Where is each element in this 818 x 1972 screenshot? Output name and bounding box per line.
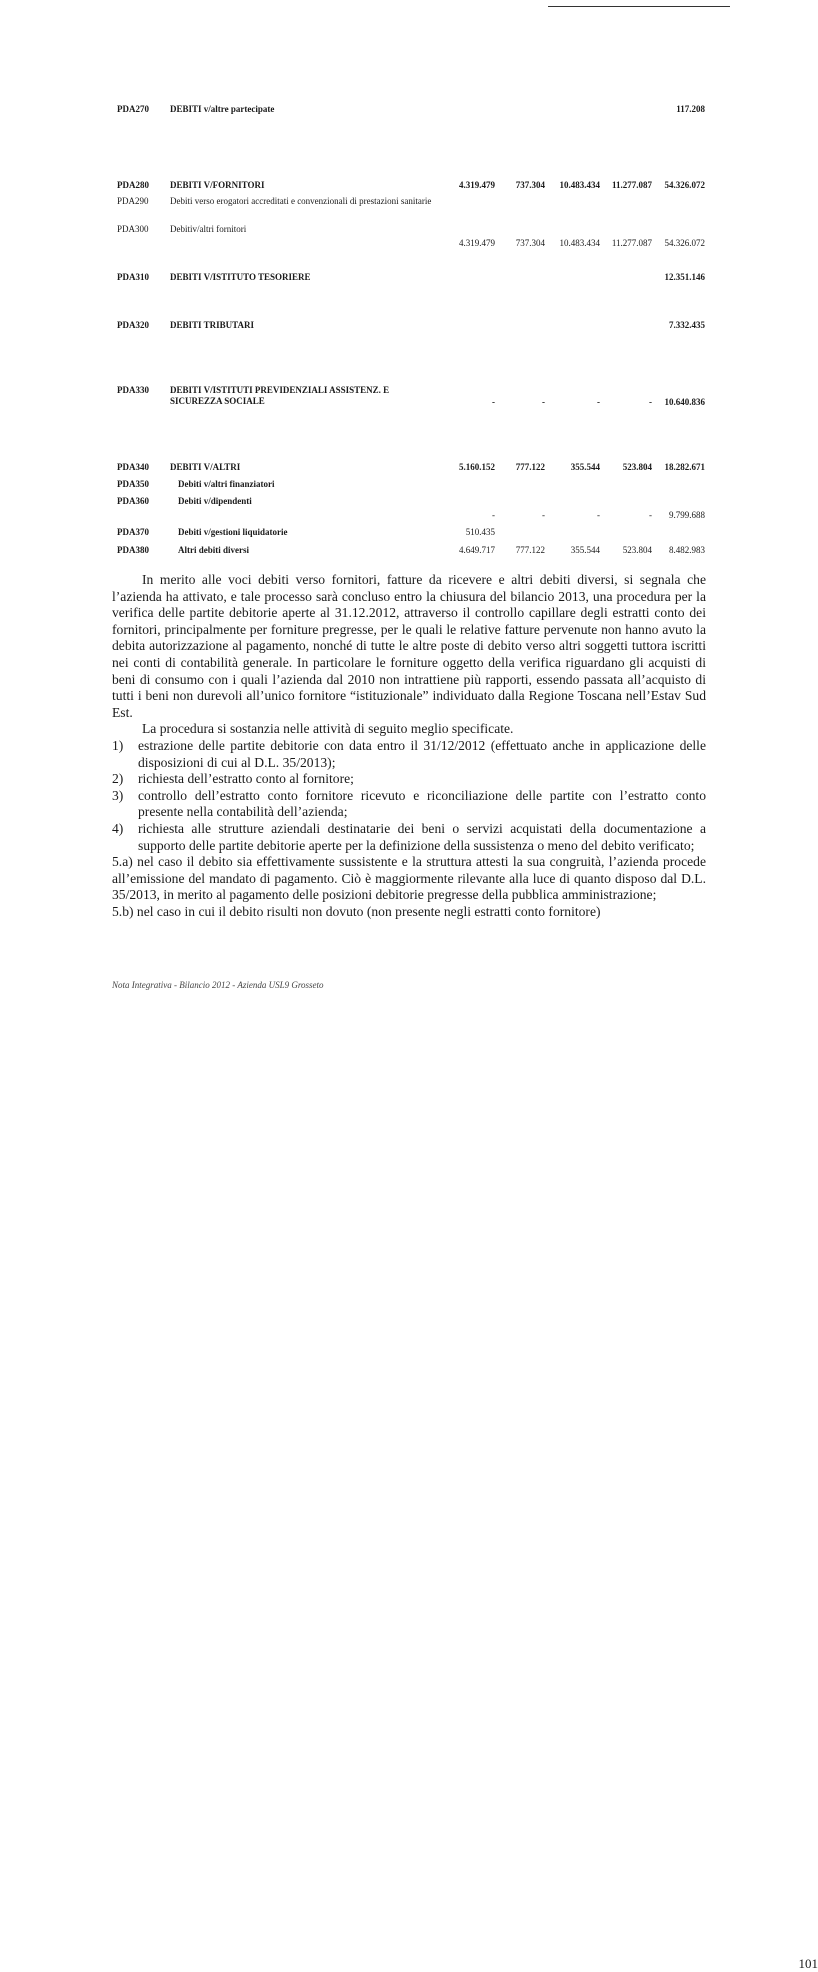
list-number: 3)	[112, 787, 124, 803]
row-value: 7.332.435	[669, 320, 705, 330]
row-value: 777.122	[515, 545, 545, 555]
page-number: 101	[798, 1956, 818, 1971]
row-code: PDA370	[117, 527, 149, 537]
row-value: 5.160.152	[459, 462, 495, 472]
list-text: richiesta dell’estratto conto al fornitore;	[138, 771, 354, 787]
row-code: PDA320	[117, 320, 149, 330]
row-value: 18.282.671	[664, 462, 705, 472]
row-label: Debiti v/dipendenti	[178, 496, 252, 506]
list-number: 2)	[112, 771, 124, 787]
row-code: PDA300	[117, 224, 149, 234]
row-value: 10.640.836	[664, 397, 705, 407]
row-code: PDA350	[117, 479, 149, 489]
list-text: controllo dell’estratto conto fornitore ricevuto e riconciliazione delle partite con l’estratto conto presente nella contabilità dell’azienda;	[138, 787, 706, 820]
row-value: 355.544	[570, 462, 600, 472]
footer-text: Nota Integrativa - Bilancio 2012 - Azienda USL9 Grosseto	[112, 980, 324, 990]
list-item	[112, 821, 706, 854]
row-code: PDA290	[117, 196, 149, 206]
row-label: DEBITI V/ISTITUTI PREVIDENZIALI ASSISTENZ. E SICUREZZA SOCIALE	[170, 385, 390, 406]
row-code: PDA270	[117, 104, 149, 114]
row-value: 737.304	[515, 238, 545, 248]
row-code: PDA360	[117, 496, 149, 506]
header-rule	[548, 6, 730, 7]
row-value: 355.544	[570, 545, 600, 555]
row-label: DEBITI v/altre partecipate	[170, 104, 275, 114]
row-value: 12.351.146	[664, 272, 705, 282]
row-value: 11.277.087	[611, 238, 652, 248]
row-value: -	[492, 510, 495, 520]
row-label: Debiti v/gestioni liquidatorie	[178, 527, 288, 537]
row-label: Debitiv/altri fornitori	[170, 224, 247, 234]
paragraph: 5.a) nel caso il debito sia effettivamente sussistente e la struttura attesti la sua congruità, l’azienda procede all’emissione del mandato di pagamento. Ciò è maggiormente rilevante alla luce di quanto disposo dal D.L. 35/2013, in merito al pagamento delle posizioni debitorie pregresse della pubblica amministrazione;	[112, 854, 706, 903]
row-value: 54.326.072	[664, 238, 705, 248]
row-value: 4.649.717	[459, 545, 495, 555]
row-value: 737.304	[515, 180, 545, 190]
row-value: 523.804	[622, 462, 652, 472]
row-value: -	[649, 510, 652, 520]
row-value: 510.435	[465, 527, 495, 537]
row-label: Debiti verso erogatori accreditati e convenzionali di prestazioni sanitarie	[170, 196, 432, 206]
list-number: 1)	[112, 737, 124, 753]
row-label: Debiti v/altri finanziatori	[178, 479, 275, 489]
row-code: PDA310	[117, 272, 149, 282]
row-code: PDA330	[117, 385, 149, 395]
row-value: -	[649, 397, 652, 407]
row-value: 9.799.688	[669, 510, 705, 520]
row-value: -	[597, 510, 600, 520]
row-value: 523.804	[622, 545, 652, 555]
row-label: DEBITI V/ISTITUTO TESORIERE	[170, 272, 311, 282]
row-value: 4.319.479	[459, 180, 495, 190]
list-item	[112, 738, 706, 771]
row-value: 777.122	[515, 462, 545, 472]
row-value: 10.483.434	[559, 238, 600, 248]
procedure-list	[112, 738, 706, 854]
row-label: Altri debiti diversi	[178, 545, 249, 555]
row-code: PDA280	[117, 180, 149, 190]
list-item	[112, 771, 706, 788]
list-number: 4)	[112, 820, 124, 836]
row-value: 8.482.983	[669, 545, 705, 555]
row-label: DEBITI V/ALTRI	[170, 462, 241, 472]
row-code: PDA380	[117, 545, 149, 555]
row-label: DEBITI V/FORNITORI	[170, 180, 265, 190]
row-value: 11.277.087	[611, 180, 652, 190]
row-value: 4.319.479	[459, 238, 495, 248]
row-value: -	[542, 510, 545, 520]
paragraph: In merito alle voci debiti verso fornitori, fatture da ricevere e altri debiti diversi, si segnala che l’azienda ha attivato, e tale processo sarà concluso entro la chiusura del bilancio 2013, una procedura per la verifica delle partite debitorie aperte al 31.12.2012, attraverso il controllo capillare degli estratti conto dei fornitori, principalmente per forniture pregresse, per le quali le relative fatture pervenute non hanno avuto la debita autorizzazione al pagamento, nonché di tutte le altre poste di debito verso altri soggetti tuttora iscritti nei conti di contabilità generale. In particolare le forniture oggetto della verifica riguardano gli acquisti di beni di consumo con i quali l’azienda dal 2010 non intrattiene più rapporti, essendo passata all’acquisto di tutti i beni non durevoli all’unico fornitore “istituzionale” individuato dalla Regione Toscana nell’Estav Sud Est.	[112, 572, 706, 720]
row-value: -	[597, 397, 600, 407]
row-value: -	[542, 397, 545, 407]
row-value: 54.326.072	[664, 180, 705, 190]
list-text: estrazione delle partite debitorie con data entro il 31/12/2012 (effettuato anche in applicazione delle disposizioni di cui al D.L. 35/2013);	[138, 737, 706, 770]
page-footer	[112, 980, 818, 1971]
row-label: DEBITI TRIBUTARI	[170, 320, 254, 330]
list-item	[112, 788, 706, 821]
row-value: -	[492, 397, 495, 407]
paragraph: 5.b) nel caso in cui il debito risulti non dovuto (non presente negli estratti conto fornitore)	[112, 903, 601, 919]
body-text	[112, 572, 706, 920]
paragraph: La procedura si sostanzia nelle attività di seguito meglio specificate.	[142, 721, 514, 737]
row-code: PDA340	[117, 462, 149, 472]
list-text: richiesta alle strutture aziendali destinatarie dei beni o servizi acquistati della documentazione a supporto delle partite debitorie aperte per la definizione della sussistenza o meno del debito verificato;	[138, 820, 706, 853]
row-value: 10.483.434	[559, 180, 600, 190]
row-value: 117.208	[676, 104, 705, 114]
